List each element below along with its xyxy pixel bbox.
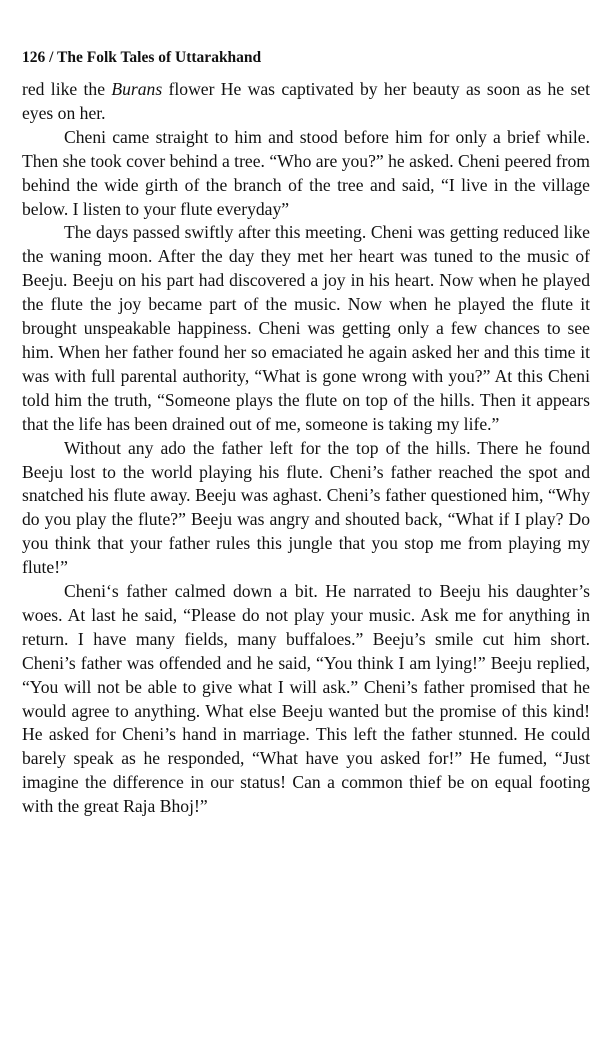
paragraph-1-end: flower He was captivated by her beauty as soon as he set eyes on her.: [22, 79, 590, 123]
paragraph-2: Cheni came straight to him and stood before him for only a brief while. Then she took cover behind a tree. “Who are you?” he asked. Cheni peered from behind the wide girth of the branch of the tree and said, “I live in the village below. I listen to your flute everyday”: [22, 126, 590, 219]
paragraph-1-start: red like the: [22, 79, 112, 99]
paragraph-1: [22, 78, 590, 126]
running-header: [22, 48, 590, 68]
header-separator: /: [49, 49, 54, 66]
book-title: The Folk Tales of Uttarakhand: [57, 49, 262, 66]
page-number: 126: [22, 49, 46, 66]
burans-italic: Burans: [111, 79, 163, 99]
paragraph-4: Without any ado the father left for the top of the hills. There he found Beeju lost to the world playing his flute. Cheni’s father reached the spot and snatched his flute away. Beeju was aghast. Cheni’s father questioned him, “Why do you play the flute?” Beeju was angry and shouted back, “What if I play? Do you think that your father rules this jungle that you stop me from playing my flute!”: [22, 437, 590, 578]
paragraph-5: Cheni‘s father calmed down a bit. He narrated to Beeju his daughter’s woes. At last he said, “Please do not play your music. Ask me for anything in return. I have many fields, many buffaloes.” Beeju’s smile cut him short. Cheni’s father was offended and he said, “You think I am lying!” Beeju replied, “You will not be able to give what I will ask.” Cheni’s father promised that he would agree to anything. What else Beeju wanted but the promise of this kind! He asked for Cheni’s hand in marriage. This left the father stunned. He could barely speak as he responded, “What have you asked for!” He fumed, “Just imagine the difference in our status! Can a common thief be on equal footing with the great Raja Bhoj!”: [22, 581, 590, 817]
paragraph-3: The days passed swiftly after this meeting. Cheni was getting reduced like the waning moon. After the day they met her heart was tuned to the music of Beeju. Beeju on his part had discovered a joy in his heart. Now when he played the flute the joy became part of the music. Now when he played the flute it brought unspeakable happiness. Cheni was getting only a few chances to see him. When her father found her so emaciated he again asked her and this time it was with full parental authority, “What is gone wrong with you?” At this Cheni told him the truth, “Someone plays the flute on top of the hills. Then it appears that the life has been drained out of me, someone is taking my life.”: [22, 222, 590, 434]
book-page: [22, 48, 590, 819]
